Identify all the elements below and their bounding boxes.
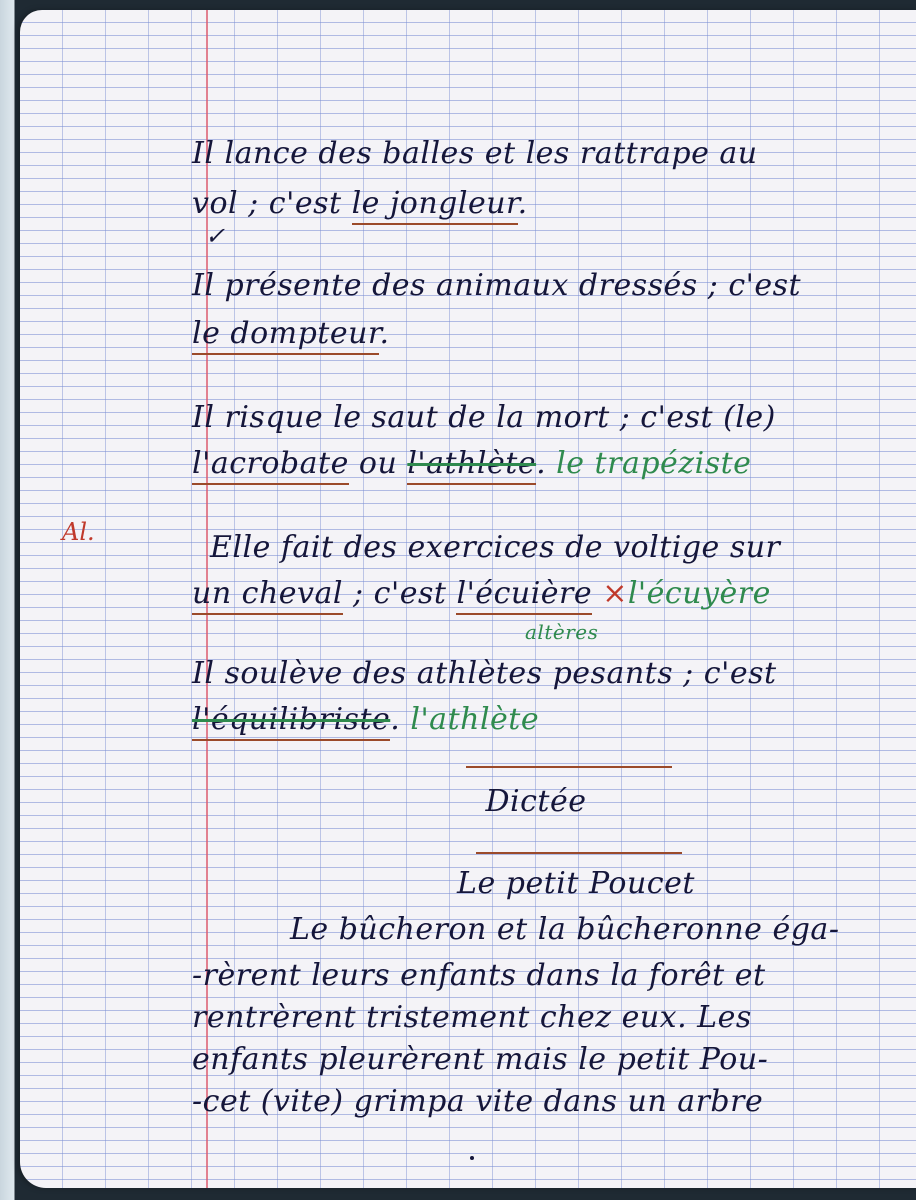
exercise-line-9 (192, 656, 777, 691)
exercise-line-4 (192, 316, 390, 351)
correction-trapeziste: le trapéziste (556, 446, 752, 481)
line-prefix: vol ; c'est (192, 186, 352, 221)
line-text: Elle fait des exercices de voltige sur (210, 530, 781, 565)
line-mid: ; c'est (342, 576, 457, 611)
line-text: Il présente des animaux dressés ; c'est (192, 268, 802, 303)
answer-acrobate: l'acrobate (192, 446, 349, 485)
exercise-line-7 (210, 530, 780, 565)
dictation-text: rentrèrent tristement chez eux. Les (192, 1000, 752, 1035)
dictation-text: Le bûcheron et la bûcheronne éga- (290, 912, 840, 947)
exercise-line-6 (192, 446, 751, 481)
dictation-bottom-rule (476, 852, 682, 854)
dictation-top-rule (466, 766, 672, 768)
correction-ecuyere: l'écuyère (627, 576, 771, 611)
answer-jongleur: le jongleur (352, 186, 518, 225)
dictation-text: -cet (vite) grimpa vite dans un arbre (192, 1084, 764, 1119)
answer-athlete: l'athlète (407, 446, 536, 485)
dictation-line-4 (192, 1042, 768, 1077)
ink-dot (470, 1156, 474, 1160)
answer-dompteur: le dompteur (192, 316, 379, 355)
answer-cheval: un cheval (192, 576, 343, 615)
exercise-line-8 (192, 576, 771, 611)
line-text: Il soulève des athlètes pesants ; c'est (192, 656, 777, 691)
line-suffix: . (379, 316, 390, 351)
correction-mark: × (602, 576, 628, 611)
line-text: Il lance des balles et les rattrape au (192, 136, 758, 171)
dictation-title-text: Le petit Poucet (457, 866, 695, 901)
correction-above (525, 620, 598, 644)
correction-athlete: l'athlète (410, 702, 540, 737)
dictation-title (376, 866, 776, 901)
dictation-heading (336, 784, 736, 819)
exercise-line-2 (192, 186, 528, 221)
dictation-text: -rèrent leurs enfants dans la forêt et (192, 958, 766, 993)
margin-annotation: Al. (62, 518, 95, 546)
check-icon: ✓ (205, 222, 226, 250)
line-suffix: . (517, 186, 528, 221)
exercise-line-1 (192, 136, 758, 171)
dictation-line-5 (192, 1084, 763, 1119)
dictation-line-3 (192, 1000, 752, 1035)
answer-equilibriste: l'équilibriste (192, 702, 390, 741)
exercise-line-5 (192, 400, 776, 435)
correction-alteres: altères (525, 620, 599, 644)
dictation-line-1 (290, 912, 839, 947)
exercise-line-10 (192, 702, 539, 737)
line-suffix: . (390, 702, 401, 737)
line-suffix: . (536, 446, 547, 481)
check-mark (205, 222, 226, 250)
dictation-line-2 (192, 958, 766, 993)
line-mid: ou (348, 446, 408, 481)
exercise-line-3 (192, 268, 801, 303)
dictation-heading-text: Dictée (485, 784, 587, 819)
answer-ecuiere: l'écuière (456, 576, 592, 615)
line-text: Il risque le saut de la mort ; c'est (le) (192, 400, 776, 435)
dictation-text: enfants pleurèrent mais le petit Pou- (192, 1042, 769, 1077)
